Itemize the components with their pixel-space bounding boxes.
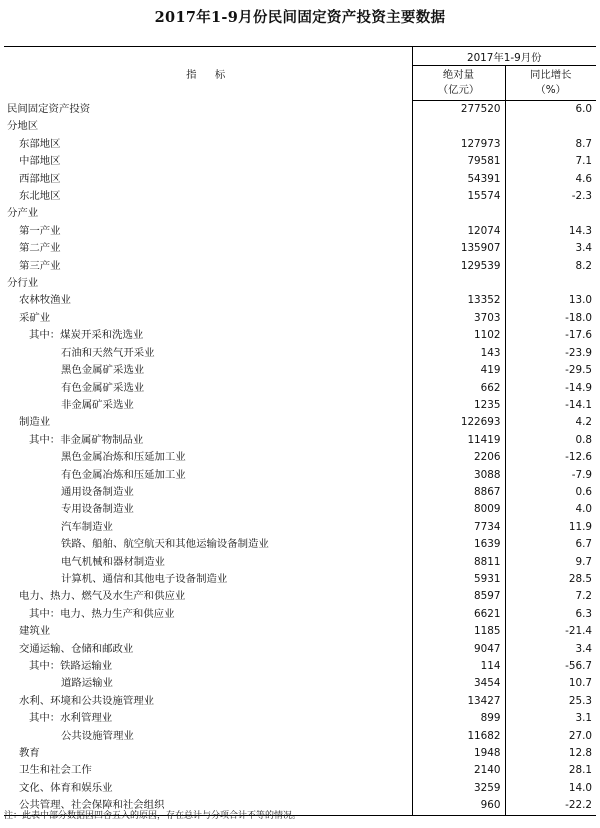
table-row bbox=[4, 171, 596, 188]
indicator-name: 东北地区 bbox=[4, 188, 412, 205]
data-table bbox=[4, 46, 596, 816]
absolute-value: 5931 bbox=[412, 571, 505, 588]
absolute-value: 8867 bbox=[412, 484, 505, 501]
absolute-value: 8009 bbox=[412, 501, 505, 518]
yoy-growth-value: 7.1 bbox=[575, 155, 592, 168]
yoy-growth-value bbox=[505, 275, 596, 292]
table-row bbox=[4, 136, 596, 153]
table-row bbox=[4, 571, 596, 588]
indicator-name: 文化、体育和娱乐业 bbox=[4, 780, 412, 797]
yoy-growth-value: -29.5 bbox=[565, 364, 592, 377]
indicator-name: 农林牧渔业 bbox=[4, 292, 412, 309]
table-row bbox=[4, 762, 596, 779]
absolute-value: 2140 bbox=[412, 762, 505, 779]
indicator-name: 交通运输、仓储和邮政业 bbox=[4, 641, 412, 658]
yoy-growth-value: -7.9 bbox=[571, 468, 592, 481]
indicator-name: 民间固定资产投资 bbox=[4, 101, 412, 119]
indicator-name: 道路运输业 bbox=[4, 675, 412, 692]
indicator-name: 第二产业 bbox=[4, 240, 412, 257]
yoy-growth-value bbox=[505, 205, 596, 222]
table-row bbox=[4, 345, 596, 362]
indicator-name: 第三产业 bbox=[4, 258, 412, 275]
absolute-value: 54391 bbox=[412, 171, 505, 188]
table-row bbox=[4, 641, 596, 658]
indicator-name: 电气机械和器材制造业 bbox=[4, 554, 412, 571]
absolute-value bbox=[412, 205, 505, 222]
absolute-value: 1948 bbox=[412, 745, 505, 762]
yoy-growth-value: 10.7 bbox=[568, 677, 592, 690]
absolute-value: 2206 bbox=[412, 449, 505, 466]
absolute-value: 960 bbox=[412, 797, 505, 815]
absolute-value: 143 bbox=[412, 345, 505, 362]
absolute-value: 127973 bbox=[412, 136, 505, 153]
yoy-growth-value: 14.3 bbox=[568, 224, 592, 237]
indicator-name: 其中：铁路运输业 bbox=[4, 658, 412, 675]
table-row bbox=[4, 519, 596, 536]
yoy-growth-value: 3.1 bbox=[575, 712, 592, 725]
absolute-value: 1102 bbox=[412, 327, 505, 344]
indicator-name: 采矿业 bbox=[4, 310, 412, 327]
indicator-name: 非金属矿采选业 bbox=[4, 397, 412, 414]
absolute-value: 3088 bbox=[412, 467, 505, 484]
indicator-name: 电力、热力、燃气及水生产和供应业 bbox=[4, 588, 412, 605]
yoy-growth-header-line2: （%） bbox=[535, 84, 567, 96]
indicator-name: 卫生和社会工作 bbox=[4, 762, 412, 779]
table-row bbox=[4, 728, 596, 745]
absolute-value: 8597 bbox=[412, 588, 505, 605]
table-row bbox=[4, 223, 596, 240]
table-body bbox=[4, 101, 596, 816]
indicator-name: 黑色金属矿采选业 bbox=[4, 362, 412, 379]
absolute-value: 419 bbox=[412, 362, 505, 379]
yoy-growth-value: -12.6 bbox=[565, 451, 592, 464]
yoy-growth-value: 0.8 bbox=[575, 433, 592, 446]
table-row bbox=[4, 414, 596, 431]
table-row bbox=[4, 327, 596, 344]
indicator-name: 分产业 bbox=[4, 205, 412, 222]
indicator-name: 西部地区 bbox=[4, 171, 412, 188]
absolute-value bbox=[412, 118, 505, 135]
yoy-growth-value: 6.7 bbox=[575, 538, 592, 551]
yoy-growth-value: 4.2 bbox=[575, 416, 592, 429]
table-row bbox=[4, 240, 596, 257]
indicator-name: 专用设备制造业 bbox=[4, 501, 412, 518]
absolute-value: 9047 bbox=[412, 641, 505, 658]
indicator-name: 有色金属冶炼和压延加工业 bbox=[4, 467, 412, 484]
indicator-name: 建筑业 bbox=[4, 623, 412, 640]
absolute-value: 1185 bbox=[412, 623, 505, 640]
table-row bbox=[4, 449, 596, 466]
absolute-value-header-line1: 绝对量 bbox=[442, 69, 475, 81]
yoy-growth-value: 8.2 bbox=[575, 259, 592, 272]
indicator-name: 通用设备制造业 bbox=[4, 484, 412, 501]
yoy-growth-value: 3.4 bbox=[575, 242, 592, 255]
absolute-value: 114 bbox=[412, 658, 505, 675]
footnote: 注：此表中部分数据因四舍五入的原因，存在总计与分项合计不等的情况。 bbox=[4, 811, 302, 821]
absolute-value: 11682 bbox=[412, 728, 505, 745]
yoy-growth-value: -23.9 bbox=[565, 346, 592, 359]
indicator-name: 分行业 bbox=[4, 275, 412, 292]
indicator-name: 公共管理、社会保障和社会组织 bbox=[4, 797, 412, 815]
yoy-growth-value: 7.2 bbox=[575, 590, 592, 603]
yoy-growth-value: 28.5 bbox=[568, 572, 592, 585]
yoy-growth-value: 12.8 bbox=[568, 747, 592, 760]
table-row bbox=[4, 588, 596, 605]
absolute-value: 79581 bbox=[412, 153, 505, 170]
indicator-name: 其中：电力、热力生产和供应业 bbox=[4, 606, 412, 623]
table-row bbox=[4, 484, 596, 501]
yoy-growth-header bbox=[505, 66, 596, 101]
absolute-value: 3703 bbox=[412, 310, 505, 327]
absolute-value: 6621 bbox=[412, 606, 505, 623]
absolute-value: 277520 bbox=[412, 101, 505, 119]
page-title: 2017年1-9月份民间固定资产投资主要数据 bbox=[154, 9, 446, 26]
yoy-growth-value: 9.7 bbox=[575, 555, 592, 568]
period-header: 2017年1-9月份 bbox=[412, 47, 596, 66]
indicator-name: 其中：非金属矿物制品业 bbox=[4, 432, 412, 449]
yoy-growth-value: 8.7 bbox=[575, 137, 592, 150]
table-row bbox=[4, 118, 596, 135]
yoy-growth-value: -14.9 bbox=[565, 381, 592, 394]
yoy-growth-value: 6.3 bbox=[575, 607, 592, 620]
table-row bbox=[4, 693, 596, 710]
table-row bbox=[4, 292, 596, 309]
yoy-growth-value: 25.3 bbox=[568, 694, 592, 707]
table-row bbox=[4, 467, 596, 484]
indicator-name: 黑色金属冶炼和压延加工业 bbox=[4, 449, 412, 466]
indicator-name: 制造业 bbox=[4, 414, 412, 431]
indicator-name: 其中：水利管理业 bbox=[4, 710, 412, 727]
yoy-growth-value: 14.0 bbox=[568, 781, 592, 794]
yoy-growth-value: -2.3 bbox=[571, 190, 592, 203]
indicator-name: 石油和天然气开采业 bbox=[4, 345, 412, 362]
yoy-growth-value: -17.6 bbox=[565, 329, 592, 342]
table-row bbox=[4, 101, 596, 119]
indicator-name: 公共设施管理业 bbox=[4, 728, 412, 745]
indicator-name: 其中：煤炭开采和洗选业 bbox=[4, 327, 412, 344]
absolute-value: 1235 bbox=[412, 397, 505, 414]
yoy-growth-header-line1: 同比增长 bbox=[529, 69, 572, 81]
absolute-value: 3259 bbox=[412, 780, 505, 797]
indicator-name: 第一产业 bbox=[4, 223, 412, 240]
yoy-growth-value: -21.4 bbox=[565, 625, 592, 638]
indicator-header: 指 标 bbox=[4, 47, 412, 101]
indicator-name: 计算机、通信和其他电子设备制造业 bbox=[4, 571, 412, 588]
absolute-value: 13352 bbox=[412, 292, 505, 309]
table-row bbox=[4, 275, 596, 292]
indicator-name: 铁路、船舶、航空航天和其他运输设备制造业 bbox=[4, 536, 412, 553]
indicator-name: 东部地区 bbox=[4, 136, 412, 153]
absolute-value: 899 bbox=[412, 710, 505, 727]
yoy-growth-value: 3.4 bbox=[575, 642, 592, 655]
yoy-growth-value: 4.6 bbox=[575, 172, 592, 185]
absolute-value: 15574 bbox=[412, 188, 505, 205]
table-row bbox=[4, 780, 596, 797]
absolute-value: 7734 bbox=[412, 519, 505, 536]
absolute-value: 129539 bbox=[412, 258, 505, 275]
table-row bbox=[4, 606, 596, 623]
table-row bbox=[4, 188, 596, 205]
absolute-value-header bbox=[412, 66, 505, 101]
indicator-name: 分地区 bbox=[4, 118, 412, 135]
table-row bbox=[4, 397, 596, 414]
absolute-value: 13427 bbox=[412, 693, 505, 710]
indicator-name: 水利、环境和公共设施管理业 bbox=[4, 693, 412, 710]
table-row bbox=[4, 554, 596, 571]
indicator-name: 中部地区 bbox=[4, 153, 412, 170]
yoy-growth-value: 4.0 bbox=[575, 503, 592, 516]
yoy-growth-value: -22.2 bbox=[505, 797, 596, 815]
absolute-value: 122693 bbox=[412, 414, 505, 431]
absolute-value bbox=[412, 275, 505, 292]
yoy-growth-value: 6.0 bbox=[575, 103, 592, 115]
yoy-growth-value: -18.0 bbox=[565, 311, 592, 324]
table-row bbox=[4, 658, 596, 675]
table-row bbox=[4, 623, 596, 640]
table-row bbox=[4, 710, 596, 727]
table-row bbox=[4, 380, 596, 397]
absolute-value: 11419 bbox=[412, 432, 505, 449]
indicator-name: 教育 bbox=[4, 745, 412, 762]
yoy-growth-value: 0.6 bbox=[575, 485, 592, 498]
yoy-growth-value: 13.0 bbox=[568, 294, 592, 307]
yoy-growth-value: 28.1 bbox=[568, 764, 592, 777]
table-row bbox=[4, 675, 596, 692]
yoy-growth-value bbox=[505, 118, 596, 135]
table-row bbox=[4, 205, 596, 222]
table-row bbox=[4, 536, 596, 553]
table-row bbox=[4, 362, 596, 379]
yoy-growth-value: 11.9 bbox=[568, 520, 592, 533]
table-row bbox=[4, 153, 596, 170]
table-row bbox=[4, 501, 596, 518]
table-row bbox=[4, 745, 596, 762]
absolute-value: 8811 bbox=[412, 554, 505, 571]
table-row bbox=[4, 310, 596, 327]
absolute-value: 662 bbox=[412, 380, 505, 397]
absolute-value-header-line2: （亿元） bbox=[437, 84, 480, 96]
indicator-name: 汽车制造业 bbox=[4, 519, 412, 536]
yoy-growth-value: 27.0 bbox=[568, 729, 592, 742]
indicator-name: 有色金属矿采选业 bbox=[4, 380, 412, 397]
table-row bbox=[4, 432, 596, 449]
yoy-growth-value: -14.1 bbox=[565, 398, 592, 411]
absolute-value: 3454 bbox=[412, 675, 505, 692]
absolute-value: 12074 bbox=[412, 223, 505, 240]
yoy-growth-value: -56.7 bbox=[565, 660, 592, 672]
table-row bbox=[4, 258, 596, 275]
absolute-value: 135907 bbox=[412, 240, 505, 257]
absolute-value: 1639 bbox=[412, 536, 505, 553]
